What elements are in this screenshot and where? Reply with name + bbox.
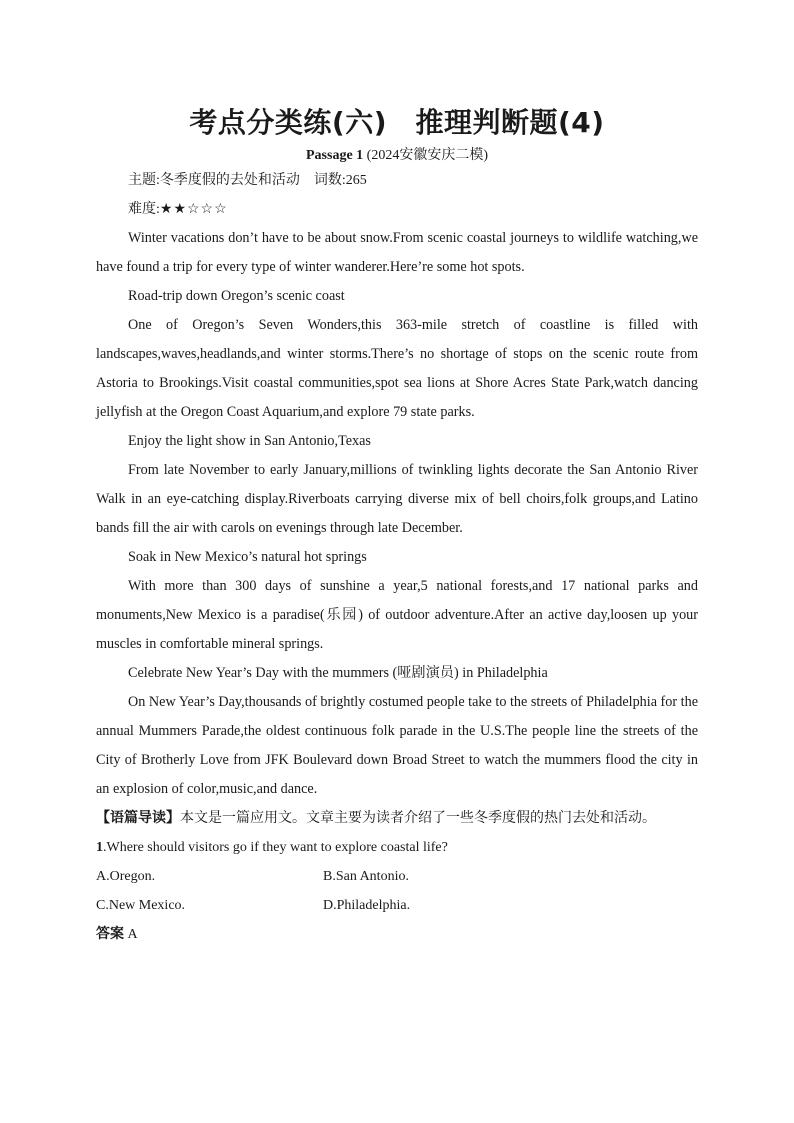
difficulty-stars: ★★☆☆☆ <box>159 202 228 217</box>
guide-tag: 【语篇导读】 <box>96 810 180 826</box>
topic-value: 冬季度假的去处和活动 <box>159 173 300 188</box>
passage-header <box>96 146 698 166</box>
option-a: A.Oregon. <box>96 869 156 884</box>
passage-source: (2024安徽安庆二模) <box>366 148 488 163</box>
question-text: .Where should visitors go if they want to explore coastal life? <box>103 840 448 855</box>
answer-label: 答案 <box>96 926 124 942</box>
difficulty-label: 难度: <box>128 202 160 217</box>
option-b: B.San Antonio. <box>323 869 409 884</box>
question-options <box>96 862 698 920</box>
section-heading: Road-trip down Oregon’s scenic coast <box>128 288 345 304</box>
paragraph: On New Year’s Day,thousands of brightly costumed people take to the streets of Philadelphia for the annual Mummers Parade,the oldest continuous folk parade in the U.S.The people line the streets of the City of Brotherly Love from JFK Boulevard down Broad Street to watch the mummers flood the city in an explosion of color,music,and dance. <box>96 694 698 797</box>
paragraph: From late November to early January,millions of twinkling lights decorate the San Antonio River Walk in an eye-catching display.Riverboats carrying diverse mix of bell choirs,folk groups,and Latino bands fill the air with carols on evenings through late December. <box>96 462 698 536</box>
paragraph: One of Oregon’s Seven Wonders,this 363-mile stretch of coastline is filled with landscapes,waves,headlands,and winter storms.There’s no shortage of stops on the scenic route from Astoria to Brookings.Visit coastal communities,spot sea lions at Shore Acres State Park,watch dancing jellyfish at the Oregon Coast Aquarium,and explore 79 state parks. <box>96 317 698 420</box>
reading-guide <box>96 804 698 833</box>
wordcount-value: 265 <box>345 173 367 188</box>
question-number: 1 <box>96 840 103 855</box>
paragraph: With more than 300 days of sunshine a year,5 national forests,and 17 national parks and monuments,New Mexico is a paradise(乐园) of outdoor adventure.After an active day,loosen up your muscles in comfortable mineral springs. <box>96 578 698 652</box>
topic-label: 主题: <box>128 173 160 188</box>
section-heading: Enjoy the light show in San Antonio,Texas <box>128 433 371 449</box>
passage-topic-line <box>96 166 698 195</box>
passage-body <box>96 224 698 804</box>
page-title: 考点分类练(六) 推理判断题(4) <box>189 106 605 139</box>
option-c: C.New Mexico. <box>96 898 186 913</box>
section-heading: Celebrate New Year’s Day with the mummers (哑剧演员) in Philadelphia <box>128 665 548 681</box>
section-heading: Soak in New Mexico’s natural hot springs <box>128 549 367 565</box>
wordcount-label: 词数: <box>313 173 346 188</box>
option-d: D.Philadelphia. <box>323 898 411 913</box>
answer-line <box>96 920 698 949</box>
paragraph: Winter vacations don’t have to be about snow.From scenic coastal journeys to wildlife watching,we have found a trip for every type of winter wanderer.Here’re some hot spots. <box>96 230 698 275</box>
guide-text: 本文是一篇应用文。文章主要为读者介绍了一些冬季度假的热门去处和活动。 <box>180 811 656 826</box>
passage-label: Passage 1 <box>306 148 364 163</box>
question-1 <box>96 833 698 862</box>
difficulty-line <box>96 195 698 224</box>
answer-value: A <box>127 927 138 942</box>
